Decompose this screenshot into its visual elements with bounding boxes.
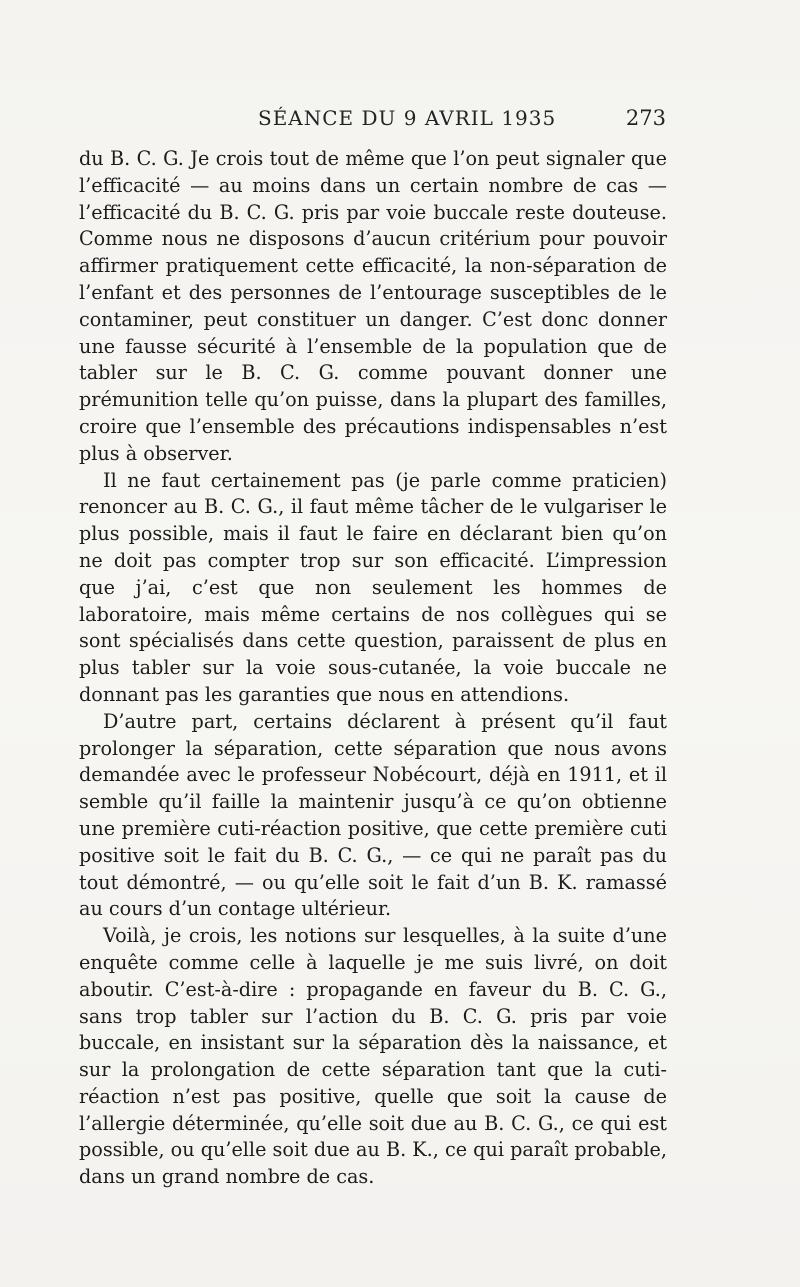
paragraph: Il ne faut certainement pas (je parle comme praticien) renoncer au B. C. G., il faut même tâcher de le vulgariser le plus possible, mais il faut le faire en déclarant bien qu’on ne doit pas compter trop sur son efficacité. L’impression que j’ai, c’est que non seulement les hommes de laboratoire, mais même certains de nos collègues qui se sont spécialisés dans cette question, paraissent de plus en plus tabler sur la voie sous-cutanée, la voie buccale ne donnant pas les garanties que nous en attendions. [79, 468, 667, 706]
page-number: 273 [625, 106, 666, 130]
running-title: SÉANCE DU 9 AVRIL 1935 [258, 106, 557, 130]
paragraph: D’autre part, certains déclarent à présent qu’il faut prolonger la séparation, cette séparation que nous avons demandée avec le professeur Nobécourt, déjà en 1911, et il semble qu’il faille la maintenir jusqu’à ce qu’on obtienne une première cuti-réaction positive, que cette première cuti positive soit le fait du B. C. G., — ce qui ne paraît pas du tout démontré, — ou qu’elle soit le fait d’un B. K. ramassé au cours d’un contage ultérieur. [79, 709, 667, 921]
body-text [79, 146, 667, 1191]
paragraph-continuation: du B. C. G. Je crois tout de même que l’on peut signaler que l’efficacité — au moins dans un certain nombre de cas — l’efficacité du B. C. G. pris par voie buccale reste douteuse. Comme nous ne disposons d’aucun critérium pour pouvoir affirmer pratiquement cette efficacité, la non-séparation de l’enfant et des personnes de l’entourage susceptibles de le contaminer, peut constituer un danger. C’est donc donner une fausse sécurité à l’ensemble de la population que de tabler sur le B. C. G. comme pouvant donner une prémunition telle qu’on puisse, dans la plupart des familles, croire que l’ensemble des précautions indispensables n’est plus à observer. [79, 147, 667, 465]
running-head [78, 106, 666, 136]
paragraph: Voilà, je crois, les notions sur lesquelles, à la suite d’une enquête comme celle à laquelle je me suis livré, on doit aboutir. C’est-à-dire : propagande en faveur du B. C. G., sans trop tabler sur l’action du B. C. G. pris par voie buccale, en insistant sur la séparation dès la naissance, et sur la prolongation de cette séparation tant que la cuti-réaction n’est pas positive, quelle que soit la cause de l’allergie déterminée, qu’elle soit due au B. C. G., ce qui est possible, ou qu’elle soit due au B. K., ce qui paraît probable, dans un grand nombre de cas. [79, 924, 667, 1189]
